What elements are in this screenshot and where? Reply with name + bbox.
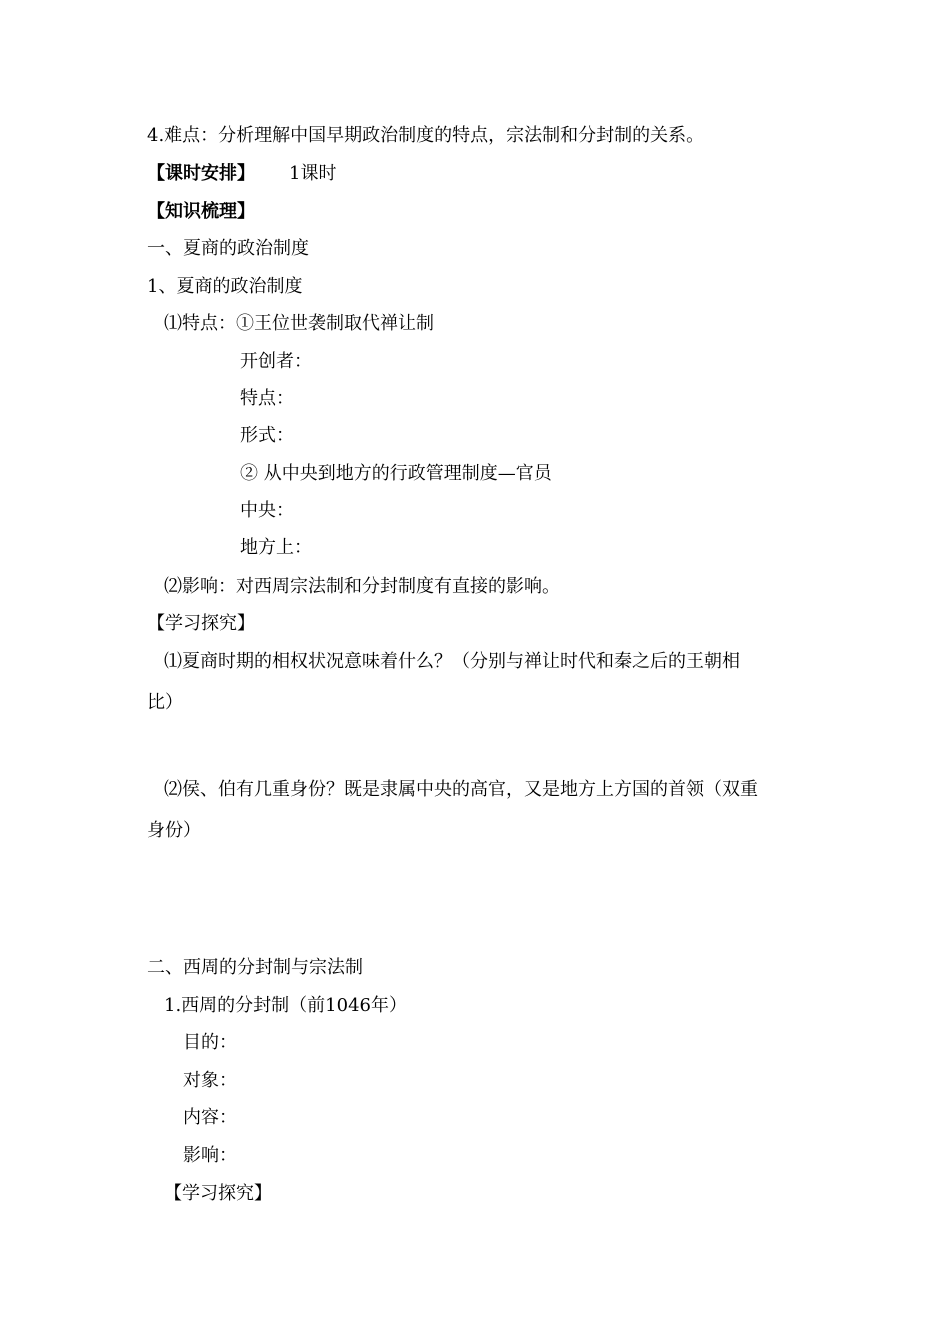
impact-line: 影响： bbox=[183, 1145, 237, 1166]
form-line: 形式： bbox=[240, 425, 294, 446]
schedule-value: 1课时 bbox=[289, 163, 337, 184]
founder-line: 开创者： bbox=[240, 351, 312, 372]
question2-line1: ⑵侯、伯有几重身份？既是隶属中央的高官，又是地方上方国的首领（双重 bbox=[164, 779, 758, 800]
features-line: ⑴特点：①王位世袭制取代禅让制 bbox=[164, 313, 434, 334]
question1-line1: ⑴夏商时期的相权状况意味着什么？（分别与禅让时代和秦之后的王朝相 bbox=[164, 651, 740, 672]
content-line: 内容： bbox=[183, 1107, 237, 1128]
question1-line2: 比） bbox=[147, 692, 183, 713]
features-sub-line: 特点： bbox=[240, 388, 294, 409]
section1-subtitle: 1、夏商的政治制度 bbox=[147, 276, 303, 297]
difficulty-line: 4.难点：分析理解中国早期政治制度的特点，宗法制和分封制的关系。 bbox=[147, 125, 705, 146]
local-line: 地方上： bbox=[240, 537, 312, 558]
purpose-line: 目的： bbox=[183, 1032, 237, 1053]
study-label-1: 【学习探究】 bbox=[147, 613, 255, 634]
influence-line: ⑵影响：对西周宗法制和分封制度有直接的影响。 bbox=[164, 576, 560, 597]
section2-subtitle: 1.西周的分封制（前1046年） bbox=[164, 995, 407, 1016]
target-line: 对象： bbox=[183, 1070, 237, 1091]
knowledge-label: 【知识梳理】 bbox=[147, 201, 255, 222]
schedule-label: 【课时安排】 bbox=[147, 163, 255, 184]
question2-line2: 身份） bbox=[147, 820, 201, 841]
central-line: 中央： bbox=[240, 500, 294, 521]
admin-system-line: ② 从中央到地方的行政管理制度—官员 bbox=[240, 463, 552, 484]
schedule-line bbox=[147, 163, 336, 185]
section1-title: 一、夏商的政治制度 bbox=[147, 238, 309, 259]
study-label-2: 【学习探究】 bbox=[164, 1183, 272, 1204]
section2-title: 二、西周的分封制与宗法制 bbox=[147, 957, 363, 978]
